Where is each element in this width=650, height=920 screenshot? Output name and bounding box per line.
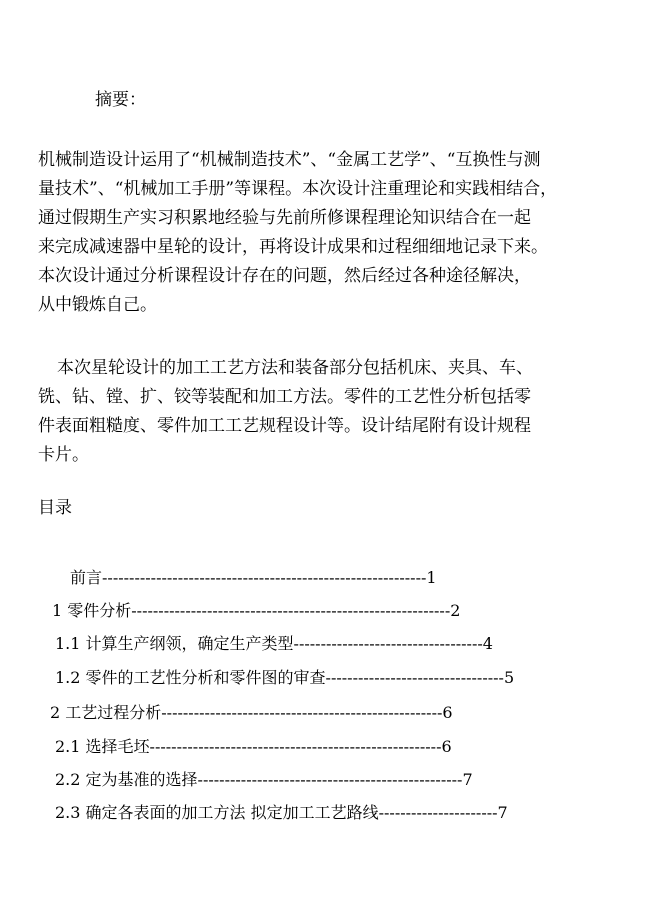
toc-entry-1-1: 1.1 计算生产纲领，确定生产类型-----------------------------------4 [55,634,493,653]
text-line: 本次设计通过分析课程设计存在的问题，然后经过各种途径解决， [38,266,531,286]
toc-entry-1-2: 1.2 零件的工艺性分析和零件图的审查---------------------------------5 [55,668,515,687]
toc-entry-1: 1 零件分析-----------------------------------------------------------2 [52,601,461,620]
text-line: 量技术”、“机械加工手册”等课程。本次设计注重理论和实践相结合， [38,179,558,199]
toc-entry-preface: 前言------------------------------------------------------------1 [70,568,437,587]
toc-entry-2-3: 2.3 确定各表面的加工方法 拟定加工工艺路线----------------------7 [55,803,508,822]
toc-entry-2: 2 工艺过程分析----------------------------------------------------6 [50,703,453,722]
abstract-title: 摘要： [95,90,146,110]
text-line: 件表面粗糙度、零件加工工艺规程设计等。设计结尾附有设计规程 [38,416,531,436]
text-line: 机械制造设计运用了“机械制造技术”、“金属工艺学”、“互换性与测 [38,150,541,170]
toc-entry-2-2: 2.2 定为基准的选择-------------------------------------------------7 [55,770,473,789]
text-line: 卡片。 [38,445,89,465]
text-line: 通过假期生产实习积累地经验与先前所修课程理论知识结合在一起 [38,208,531,228]
abstract-paragraph-2 [38,354,623,470]
text-line: 来完成减速器中星轮的设计，再将设计成果和过程细细地记录下来。 [38,237,548,257]
text-line: 从中锻炼自己。 [38,295,157,315]
toc-heading: 目录 [38,498,72,518]
abstract-paragraph-1 [38,146,623,320]
toc-entry-2-1: 2.1 选择毛坯------------------------------------------------------6 [55,737,452,756]
text-line: 铣、钻、镗、扩、铰等装配和加工方法。零件的工艺性分析包括零 [38,387,531,407]
text-line: 本次星轮设计的加工工艺方法和装备部分包括机床、夹具、车、 [57,358,533,378]
